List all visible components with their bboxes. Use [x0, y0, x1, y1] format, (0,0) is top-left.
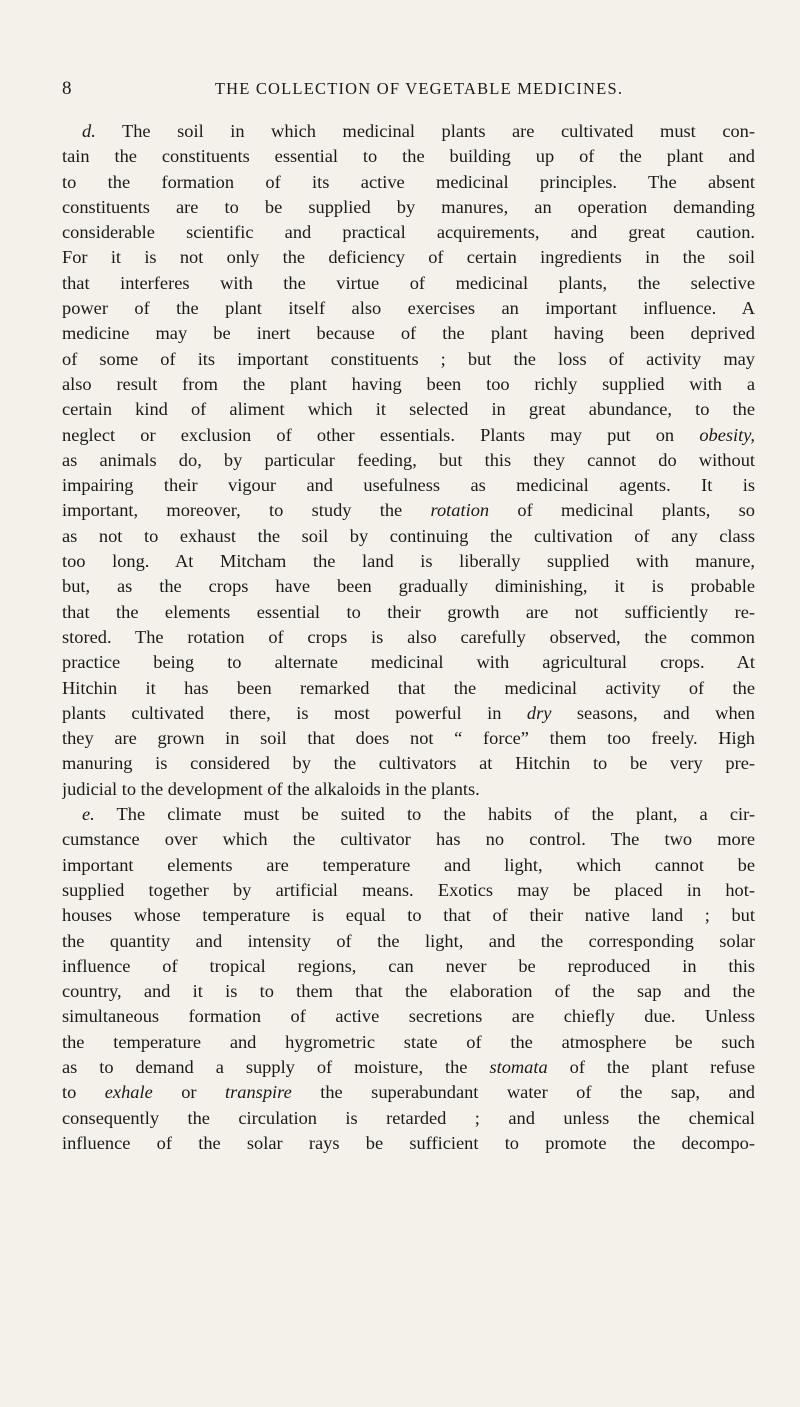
italic-text: transpire — [225, 1082, 292, 1103]
text-line — [62, 600, 755, 625]
text-span: or — [152, 1082, 226, 1103]
text-line — [62, 271, 755, 296]
text-span: the superabundant water of the sap, and — [291, 1082, 755, 1103]
text-line — [62, 524, 755, 549]
text-line — [62, 929, 755, 954]
text-line — [62, 625, 755, 650]
text-span: Hitchin it has been remarked that the medicinal activity of the — [62, 677, 755, 698]
italic-text: obesity, — [699, 424, 755, 445]
text-span: of some of its important constituents ; but the loss of activity may — [62, 348, 755, 369]
text-span: houses whose temperature is equal to that of their native land ; but — [62, 905, 755, 926]
text-span: manuring is considered by the cultivators at Hitchin to be very pre- — [62, 753, 755, 774]
text-line — [62, 802, 755, 827]
text-line — [62, 1106, 755, 1131]
text-line — [62, 144, 755, 169]
italic-text: dry — [526, 702, 552, 723]
text-span: stored. The rotation of crops is also carefully observed, the common — [62, 626, 755, 647]
text-span: judicial to the development of the alkaloids in the plants. — [62, 778, 480, 799]
text-span: of the plant refuse — [547, 1056, 755, 1077]
text-span: as animals do, by particular feeding, but this they cannot do without — [62, 449, 755, 470]
text-span: that the elements essential to their growth are not sufficiently re- — [62, 601, 755, 622]
text-line — [62, 347, 755, 372]
text-span: consequently the circulation is retarded ; and unless the chemical — [62, 1107, 755, 1128]
text-span: to — [62, 1082, 105, 1103]
text-span: to the formation of its active medicinal principles. The absent — [62, 171, 755, 192]
text-span: simultaneous formation of active secretions are chiefly due. Unless — [62, 1006, 755, 1027]
text-span: certain kind of aliment which it selected in great abundance, to the — [62, 399, 755, 420]
text-line — [62, 296, 755, 321]
text-span: supplied together by artificial means. Exotics may be placed in hot- — [62, 879, 755, 900]
text-span: practice being to alternate medicinal with agricultural crops. At — [62, 652, 755, 673]
italic-text: stomata — [489, 1056, 548, 1077]
text-line — [62, 1131, 755, 1156]
text-line — [62, 1030, 755, 1055]
text-line — [62, 119, 755, 144]
text-span: important, moreover, to study the — [62, 500, 431, 521]
text-span: plants cultivated there, is most powerful in — [62, 702, 527, 723]
text-span: also result from the plant having been too richly supplied with a — [62, 373, 755, 394]
text-line — [62, 498, 755, 523]
text-span: the temperature and hygrometric state of the atmosphere be such — [62, 1031, 755, 1052]
running-title: THE COLLECTION OF VEGETABLE MEDICINES. — [214, 79, 624, 98]
text-line — [62, 170, 755, 195]
text-line — [62, 1080, 755, 1105]
text-line — [62, 827, 755, 852]
text-span: too long. At Mitcham the land is liberally supplied with manure, — [62, 551, 755, 572]
italic-text: exhale — [104, 1082, 153, 1103]
text-span: they are grown in soil that does not “ force” them too freely. High — [62, 728, 755, 749]
text-line — [62, 448, 755, 473]
text-line — [62, 676, 755, 701]
text-line — [62, 195, 755, 220]
text-line — [62, 1055, 755, 1080]
text-span: impairing their vigour and usefulness as medicinal agents. It is — [62, 475, 755, 496]
text-span: tain the constituents essential to the building up of the plant and — [62, 146, 755, 167]
text-span: of medicinal plants, so — [489, 500, 755, 521]
text-span: cumstance over which the cultivator has no control. The two more — [62, 829, 755, 850]
text-line — [62, 372, 755, 397]
text-line — [62, 1004, 755, 1029]
text-line — [62, 245, 755, 270]
text-span: The climate must be suited to the habits of the plant, a cir- — [94, 804, 755, 825]
text-span: that interferes with the virtue of medicinal plants, the selective — [62, 272, 755, 293]
text-line — [62, 903, 755, 928]
text-line — [62, 777, 755, 802]
text-span: as not to exhaust the soil by continuing the cultivation of any class — [62, 525, 755, 546]
text-span: neglect or exclusion of other essentials. Plants may put on — [62, 424, 700, 445]
text-span: The soil in which medicinal plants are cultivated must con- — [95, 121, 755, 141]
text-span: For it is not only the deficiency of certain ingredients in the soil — [62, 247, 755, 268]
text-span: medicine may be inert because of the plant having been deprived — [62, 323, 755, 344]
text-span: considerable scientific and practical acquirements, and great caution. — [62, 222, 755, 243]
body-text — [62, 119, 755, 1156]
text-line — [62, 397, 755, 422]
text-span: country, and it is to them that the elaboration of the sap and the — [62, 981, 755, 1002]
italic-text: rotation — [430, 500, 490, 521]
italic-text: e. — [82, 804, 95, 825]
text-span: influence of the solar rays be sufficient to promote the decompo- — [62, 1132, 755, 1153]
text-line — [62, 220, 755, 245]
text-span: as to demand a supply of moisture, the — [62, 1056, 490, 1077]
text-line — [62, 878, 755, 903]
text-line — [62, 853, 755, 878]
text-line — [62, 954, 755, 979]
text-line — [62, 979, 755, 1004]
italic-text: d. — [82, 121, 96, 141]
text-line — [62, 701, 755, 726]
page-number: 8 — [62, 78, 72, 99]
text-line — [62, 650, 755, 675]
text-span: seasons, and when — [551, 702, 755, 723]
text-span: the quantity and intensity of the light, and the corresponding solar — [62, 930, 755, 951]
running-head — [62, 78, 752, 104]
text-line — [62, 423, 755, 448]
text-span: power of the plant itself also exercises an important influence. A — [62, 298, 755, 319]
text-line — [62, 726, 755, 751]
text-line — [62, 751, 755, 776]
text-span: constituents are to be supplied by manures, an operation demanding — [62, 196, 755, 217]
text-span: but, as the crops have been gradually diminishing, it is probable — [62, 576, 755, 597]
text-line — [62, 549, 755, 574]
text-span: influence of tropical regions, can never be reproduced in this — [62, 955, 755, 976]
text-line — [62, 321, 755, 346]
text-line — [62, 473, 755, 498]
text-line — [62, 574, 755, 599]
text-span: important elements are temperature and light, which cannot be — [62, 854, 755, 875]
